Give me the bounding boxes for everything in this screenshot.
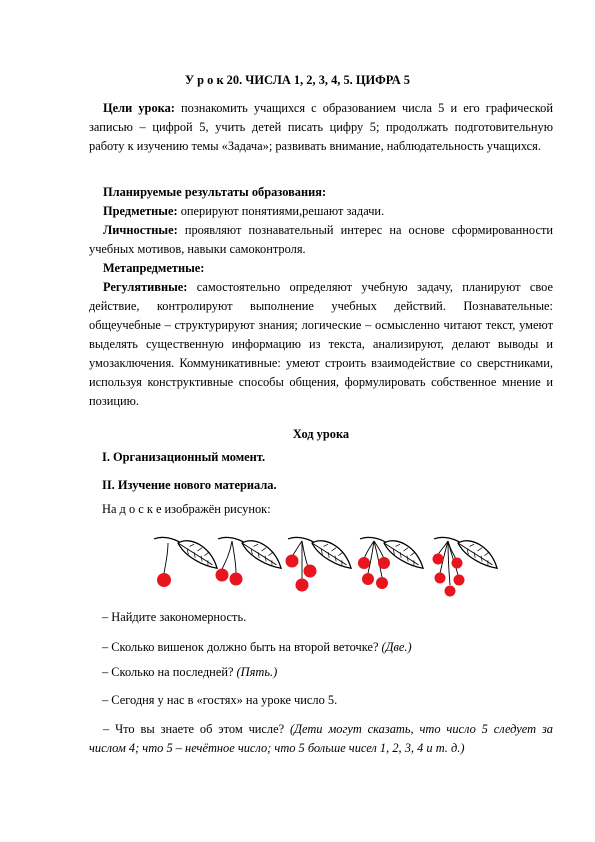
- cherry-branches-picture: [152, 533, 500, 605]
- cherry: [304, 565, 317, 578]
- cherry: [454, 575, 465, 586]
- cherry: [358, 557, 370, 569]
- personal-label: Личностные:: [103, 223, 178, 237]
- branch-4: [358, 537, 423, 589]
- answer-text: (Пять.): [236, 665, 278, 679]
- planned-results: [89, 183, 553, 411]
- meta-label: Метапредметные:: [103, 261, 205, 275]
- cherry: [286, 555, 299, 568]
- cherry: [435, 573, 446, 584]
- personal-text: проявляют познавательный интерес на основе сформированности учебных мотивов, навыки самоконтроля.: [89, 223, 553, 256]
- cherry: [230, 573, 243, 586]
- cherry: [445, 586, 456, 597]
- branch-2: [216, 537, 282, 585]
- section-new-material: II. Изучение нового материала.: [102, 478, 277, 492]
- cherry: [378, 557, 390, 569]
- regulatory-text: самостоятельно определяют учебную задачу, планируют свое действие, контролируют выполнение учебных действий. Познавательные: общеучебные – структурируют знания; логические – осмысленно читают текст, умеют выделять существенную информацию из текста, анализируют, делают выводы и умозаключения. Коммуникативные: умеют строить взаимодействие со сверстниками, используя конструктивные способы общения, формулировать собственное мнение и позицию.: [89, 280, 553, 408]
- cherry: [376, 577, 388, 589]
- answer-text: (Дети могут сказать, что число 5 следует за числом 4; что 5 – нечётное число; что 5 больше чисел 1, 2, 3, 4 и т. д.): [89, 722, 553, 755]
- cherry: [362, 573, 374, 585]
- cherry: [452, 558, 463, 569]
- page-title: У р о к 20. ЧИСЛА 1, 2, 3, 4, 5. ЦИФРА 5: [184, 73, 411, 87]
- question-text: – Сколько на последней?: [102, 665, 237, 679]
- section-organizational: I. Организационный момент.: [102, 450, 266, 464]
- goals-label: Цели урока:: [103, 101, 175, 115]
- question-last-branch: [102, 665, 277, 680]
- regulatory-label: Регулятивные:: [103, 280, 188, 294]
- cherry: [296, 579, 309, 592]
- branch-1: [154, 537, 217, 587]
- question-second-branch: [102, 640, 412, 655]
- goals-text: познакомить учащихся с образованием числа 5 и его графической записью – цифрой 5, учить детей писать цифру 5; продолжать подготовительную работу к изучению темы «Задача»; развивать внимание, наблюдательность учащихся.: [89, 101, 553, 153]
- question-text: – Сколько вишенок должно быть на второй веточке?: [102, 640, 382, 654]
- lesson-goals: [89, 99, 553, 156]
- statement-guest-number: – Сегодня у нас в «гостях» на уроке число 5.: [102, 693, 338, 707]
- branch-3: [286, 537, 352, 591]
- answer-text: (Две.): [381, 640, 412, 654]
- question-about-five: [89, 720, 553, 758]
- cherry: [157, 573, 171, 587]
- subject-label: Предметные:: [103, 204, 178, 218]
- results-heading: Планируемые результаты образования:: [103, 185, 327, 199]
- question-pattern: – Найдите закономерность.: [102, 610, 247, 624]
- branch-5: [433, 537, 498, 596]
- subject-text: оперируют понятиями,решают задачи.: [177, 204, 385, 218]
- cherry: [216, 569, 229, 582]
- board-line: На д о с к е изображён рисунок:: [102, 502, 271, 516]
- cherry: [433, 554, 444, 565]
- question-text: – Что вы знаете об этом числе?: [103, 722, 291, 736]
- lesson-heading: Ход урока: [292, 427, 350, 441]
